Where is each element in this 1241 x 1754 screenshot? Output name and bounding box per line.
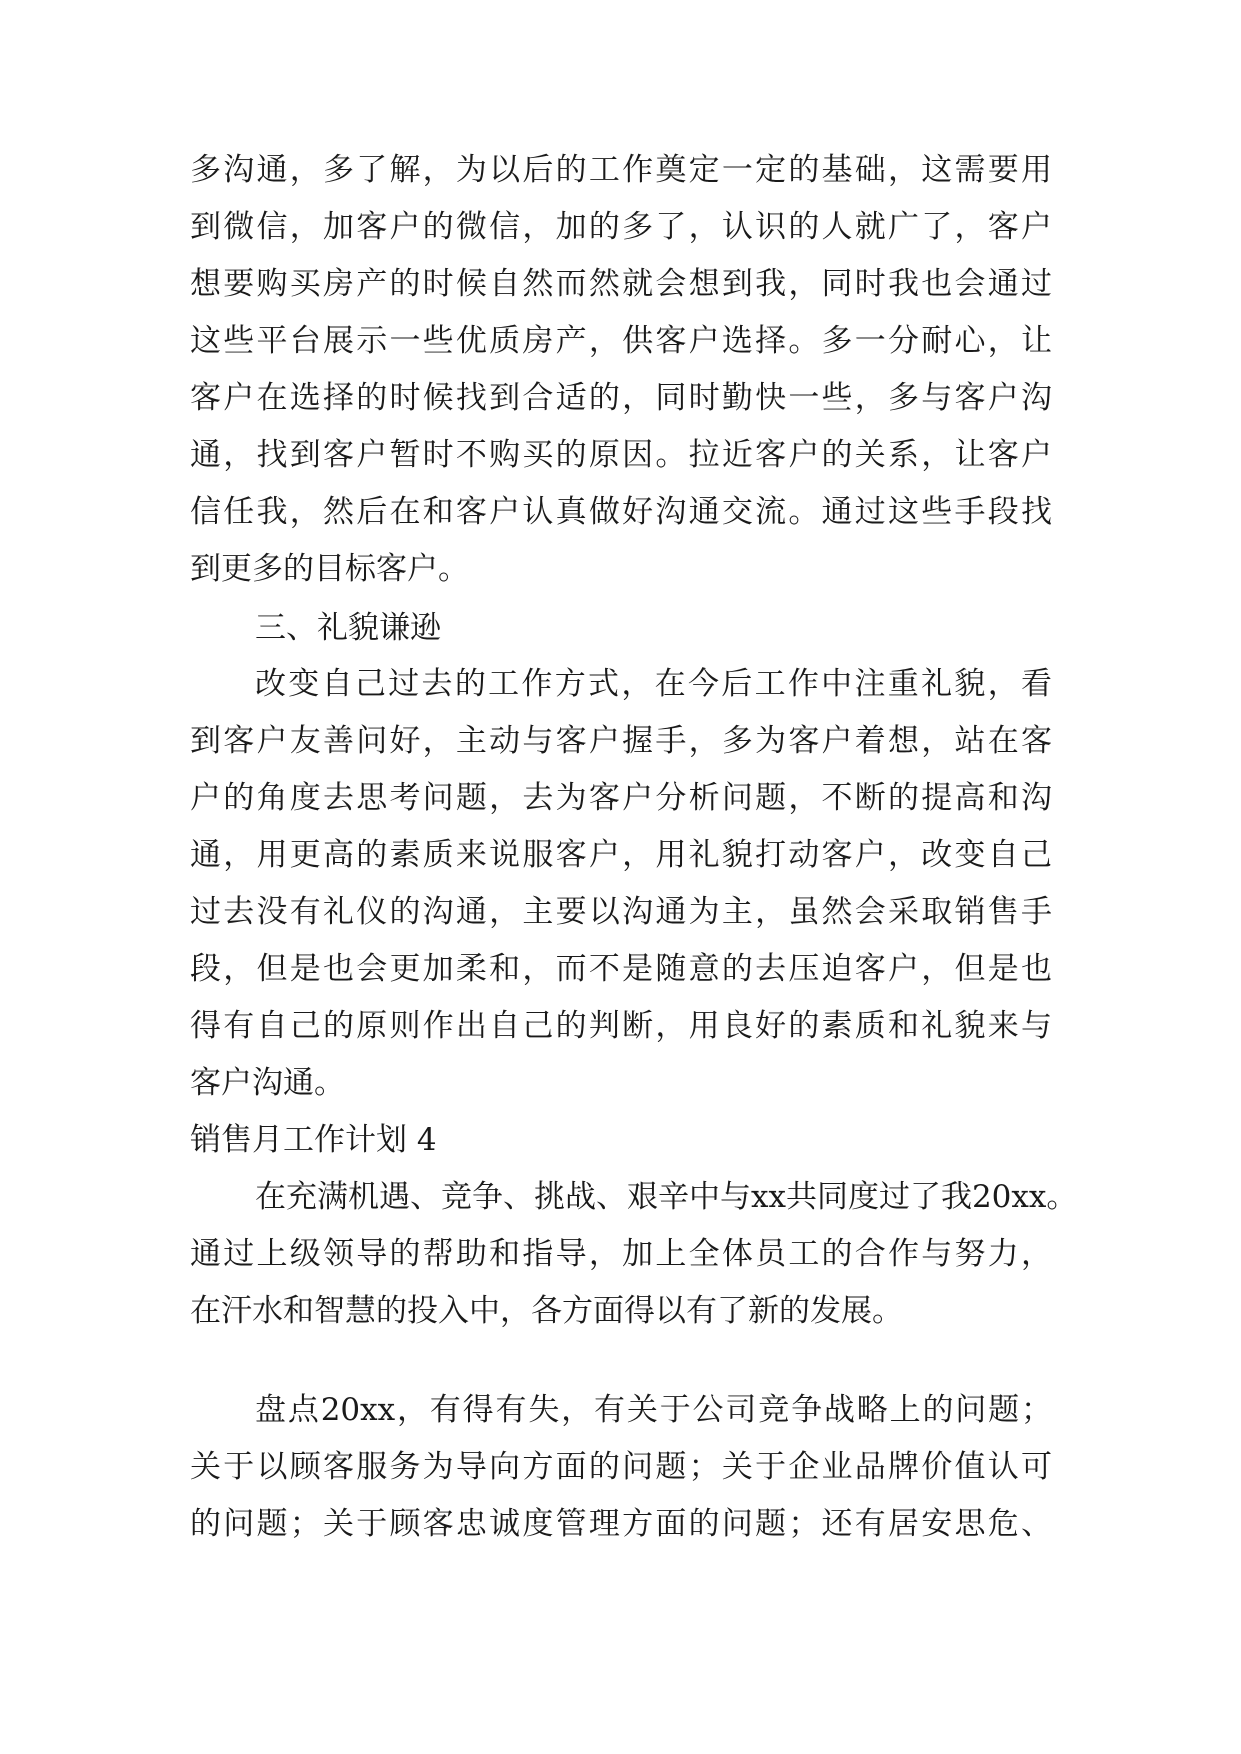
paragraph-line: 通，找到客户暂时不购买的原因。拉近客户的关系，让客户 xyxy=(190,437,1052,473)
paragraph-line: 得有自己的原则作出自己的判断，用良好的素质和礼貌来与 xyxy=(190,1008,1052,1044)
paragraph-line: 到客户友善问好，主动与客户握手，多为客户着想，站在客 xyxy=(190,723,1052,759)
paragraph-line: 户的角度去思考问题，去为客户分析问题，不断的提高和沟 xyxy=(190,780,1052,816)
paragraph-line: 在汗水和智慧的投入中，各方面得以有了新的发展。 xyxy=(190,1293,903,1329)
paragraph-line: 的问题；关于顾客忠诚度管理方面的问题；还有居安思危、 xyxy=(190,1506,1052,1542)
paragraph-line: 盘点20xx，有得有失，有关于公司竞争战略上的问题； xyxy=(255,1392,1052,1428)
paragraph-line: 过去没有礼仪的沟通，主要以沟通为主，虽然会采取销售手 xyxy=(190,894,1052,930)
paragraph-line: 多沟通，多了解，为以后的工作奠定一定的基础，这需要用 xyxy=(190,152,1052,188)
section-title: 销售月工作计划 4 xyxy=(190,1122,437,1158)
paragraph-line: 关于以顾客服务为导向方面的问题；关于企业品牌价值认可 xyxy=(190,1449,1052,1485)
paragraph-line: 到更多的目标客户。 xyxy=(190,551,469,587)
paragraph-line: 信任我，然后在和客户认真做好沟通交流。通过这些手段找 xyxy=(190,494,1052,530)
paragraph-line: 客户沟通。 xyxy=(190,1065,345,1101)
paragraph-line: 想要购买房产的时候自然而然就会想到我，同时我也会通过 xyxy=(190,266,1052,302)
paragraph-line: 通，用更高的素质来说服客户，用礼貌打动客户，改变自己 xyxy=(190,837,1052,873)
paragraph-line: 这些平台展示一些优质房产，供客户选择。多一分耐心，让 xyxy=(190,323,1052,359)
paragraph-line: 改变自己过去的工作方式，在今后工作中注重礼貌，看 xyxy=(255,666,1052,702)
paragraph-line: 到微信，加客户的微信，加的多了，认识的人就广了，客户 xyxy=(190,209,1052,245)
section-heading: 三、礼貌谦逊 xyxy=(255,610,441,646)
paragraph-line: 在充满机遇、竞争、挑战、艰辛中与xx共同度过了我20xx。 xyxy=(255,1179,1078,1215)
paragraph-line: 通过上级领导的帮助和指导，加上全体员工的合作与努力， xyxy=(190,1236,1052,1272)
paragraph-line: 客户在选择的时候找到合适的，同时勤快一些，多与客户沟 xyxy=(190,380,1052,416)
paragraph-line: 段，但是也会更加柔和，而不是随意的去压迫客户，但是也 xyxy=(190,951,1052,987)
